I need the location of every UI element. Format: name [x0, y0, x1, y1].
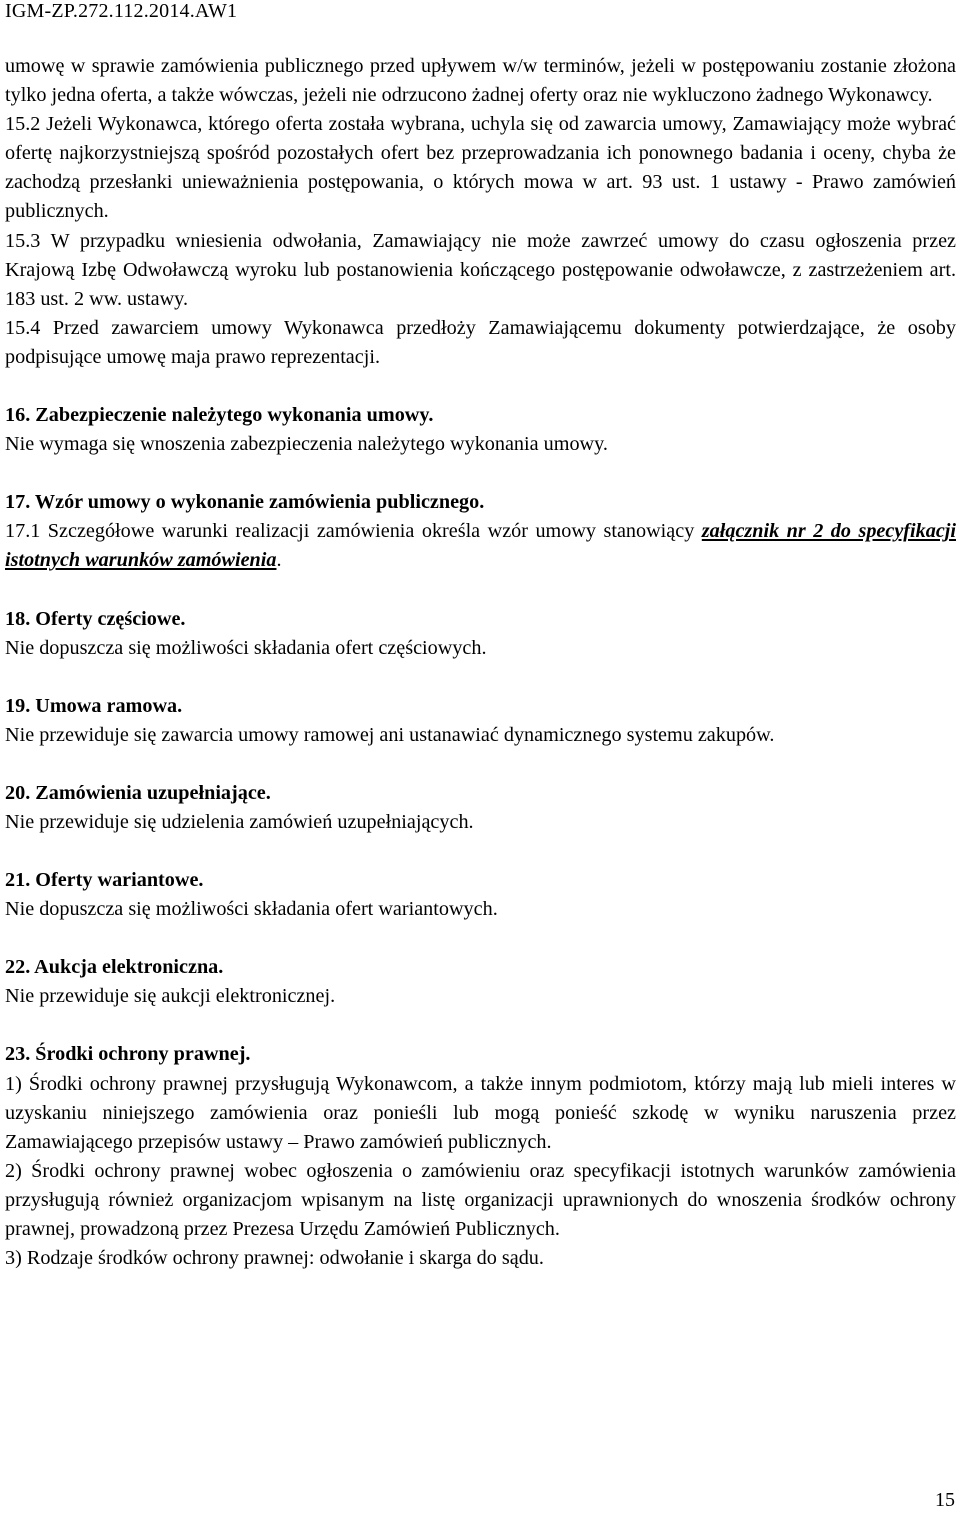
section-23-item-1: 1) Środki ochrony prawnej przysługują Wykonawcom, a także innym podmiotom, którzy mają lub mieli interes w uzyskaniu niniejszego zamówienia oraz ponieśli lub mogą ponieść szkodę w wyniku naruszenia przez Zamawiającego przepisów ustawy – Prawo zamówień publicznych.	[5, 1072, 956, 1153]
section-22-body: Nie przewiduje się aukcji elektronicznej.	[5, 985, 336, 1008]
section-18-title: 18. Oferty częściowe.	[5, 607, 186, 630]
section-22-title: 22. Aukcja elektroniczna.	[5, 956, 224, 979]
page-number: 15	[935, 1489, 955, 1511]
section-21-body: Nie dopuszcza się możliwości składania ofert wariantowych.	[5, 898, 498, 921]
section-19-body: Nie przewiduje się zawarcia umowy ramowej ani ustanawiać dynamicznego systemu zakupów.	[5, 723, 775, 746]
section-23-item-3: 3) Rodzaje środków ochrony prawnej: odwołanie i skarga do sądu.	[5, 1247, 544, 1270]
section-20-body: Nie przewiduje się udzielenia zamówień uzupełniających.	[5, 810, 474, 833]
document-id-header: IGM-ZP.272.112.2014.AW1	[5, 0, 238, 22]
paragraph-15-4: 15.4 Przed zawarciem umowy Wykonawca przedłoży Zamawiającemu dokumenty potwierdzające, że osoby podpisujące umowę maja prawo reprezentacji.	[5, 316, 956, 368]
section-23-title: 23. Środki ochrony prawnej.	[5, 1043, 251, 1066]
section-23-item-2: 2) Środki ochrony prawnej wobec ogłoszenia o zamówieniu oraz specyfikacji istotnych warunków zamówienia przysługują również organizacjom wpisanym na listę organizacji uprawnionych do wnoszenia środków ochrony prawnej, prowadzoną przez Prezesa Urzędu Zamówień Publicznych.	[5, 1159, 956, 1240]
section-17-body-end: .	[276, 549, 282, 572]
section-18-body: Nie dopuszcza się możliwości składania ofert częściowych.	[5, 636, 487, 659]
section-16-body: Nie wymaga się wnoszenia zabezpieczenia należytego wykonania umowy.	[5, 433, 608, 456]
section-19-title: 19. Umowa ramowa.	[5, 694, 183, 717]
section-16-title: 16. Zabezpieczenie należytego wykonania umowy.	[5, 404, 434, 427]
paragraph-intro: umowę w sprawie zamówienia publicznego przed upływem w/w terminów, jeżeli w postępowaniu zostanie złożona tylko jedna oferta, a także wówczas, jeżeli nie odrzucono żadnej oferty oraz nie wykluczono żadnego Wykonawcy.	[5, 55, 956, 107]
document-body	[5, 52, 956, 1273]
attachment-reference: załącznik nr 2 do specyfikacji istotnych warunków zamówienia	[5, 520, 956, 572]
section-17-body	[5, 517, 956, 575]
section-20-title: 20. Zamówienia uzupełniające.	[5, 781, 271, 804]
paragraph-15-2: 15.2 Jeżeli Wykonawca, którego oferta została wybrana, uchyla się od zawarcia umowy, Zamawiający może wybrać ofertę najkorzystniejszą spośród pozostałych ofert bez przeprowadzania ich ponownego badania i oceny, chyba że zachodzą przesłanki unieważnienia postępowania, o których mowa w art. 93 ust. 1 ustawy - Prawo zamówień publicznych.	[5, 113, 956, 223]
section-17-body-start: 17.1 Szczegółowe warunki realizacji zamówienia określa wzór umowy stanowiący	[5, 520, 702, 543]
section-21-title: 21. Oferty wariantowe.	[5, 869, 204, 892]
paragraph-15-3: 15.3 W przypadku wniesienia odwołania, Zamawiający nie może zawrzeć umowy do czasu ogłoszenia przez Krajową Izbę Odwoławczą wyroku lub postanowienia kończącego postępowanie odwoławcze, z zastrzeżeniem art. 183 ust. 2 ww. ustawy.	[5, 229, 956, 310]
section-17-title: 17. Wzór umowy o wykonanie zamówienia publicznego.	[5, 491, 485, 514]
